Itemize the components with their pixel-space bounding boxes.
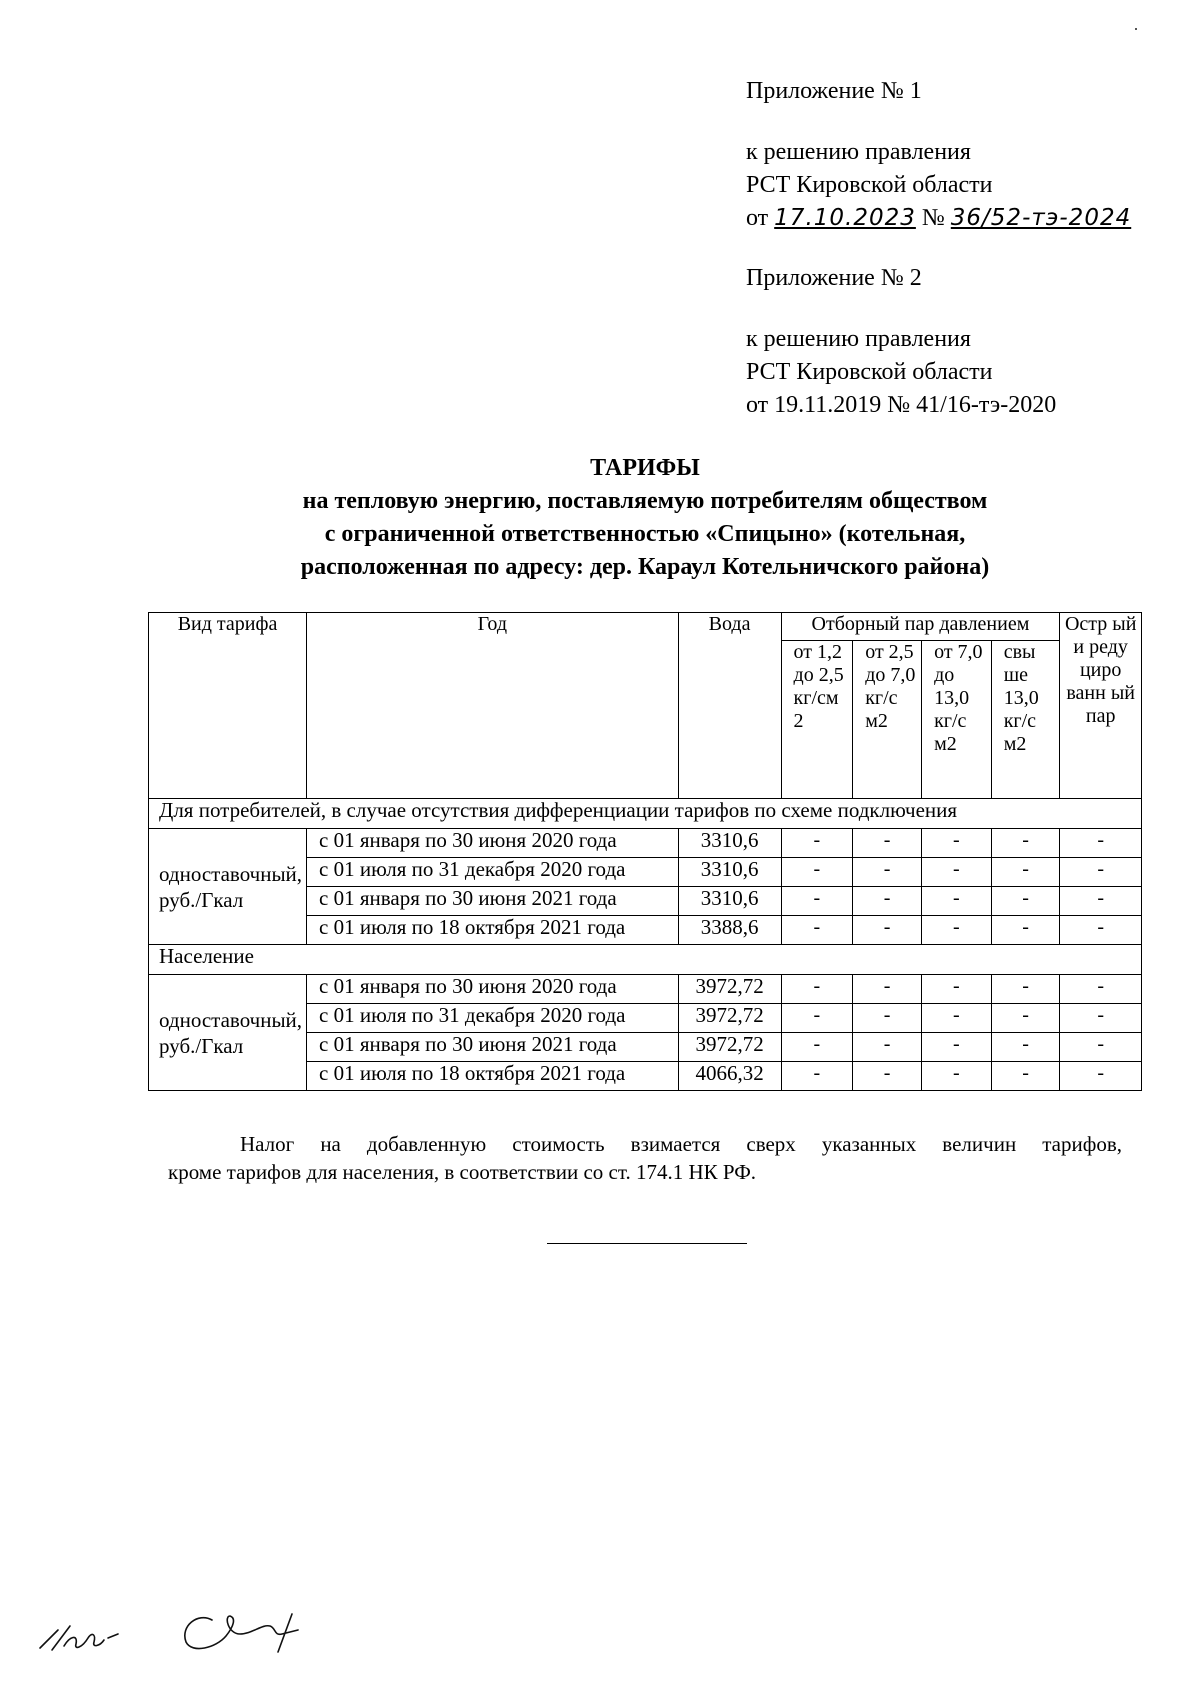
group-row — [149, 945, 1142, 975]
steam-2-cell: - — [853, 858, 922, 887]
header-steam-1: от 1,2 до 2,5 кг/см 2 — [781, 641, 853, 799]
steam-2-cell: - — [853, 1004, 922, 1033]
group-label-2: Население — [149, 945, 1142, 975]
steam-3-cell: - — [922, 829, 992, 858]
steam-4-cell: - — [991, 1062, 1060, 1091]
water-value-cell: 3310,6 — [678, 858, 781, 887]
steam-2-cell: - — [853, 975, 922, 1004]
water-value-cell: 3310,6 — [678, 887, 781, 916]
appendix-1-date-line — [746, 202, 1131, 235]
appendix-2-title: Приложение № 2 — [746, 265, 922, 291]
period-cell: с 01 июля по 18 октября 2021 года — [307, 1062, 679, 1091]
sharp-steam-cell: - — [1060, 975, 1142, 1004]
period-cell: с 01 июля по 31 декабря 2020 года — [307, 858, 679, 887]
steam-1-cell: - — [781, 858, 853, 887]
water-value-cell: 3972,72 — [678, 1033, 781, 1062]
steam-3-cell: - — [922, 1062, 992, 1091]
steam-2-cell: - — [853, 916, 922, 945]
steam-1-cell: - — [781, 887, 853, 916]
header-steam-group: Отборный пар давлением — [781, 613, 1060, 641]
heading-line-2: с ограниченной ответственностью «Спицыно» (котельная, — [324, 521, 966, 547]
sharp-steam-cell: - — [1060, 1004, 1142, 1033]
tariff-kind-2: одноставочный, руб./Гкал — [149, 975, 307, 1091]
header-steam-4: свы ше 13,0 кг/с м2 — [991, 641, 1060, 799]
heading-title: ТАРИФЫ — [590, 455, 700, 481]
table-row — [149, 829, 1142, 858]
steam-4-cell: - — [991, 1004, 1060, 1033]
heading-line-3: расположенная по адресу: дер. Караул Котельничского района) — [300, 554, 990, 580]
tariffs-table — [148, 612, 1142, 1091]
sharp-steam-cell: - — [1060, 1033, 1142, 1062]
steam-3-cell: - — [922, 1004, 992, 1033]
steam-2-cell: - — [853, 829, 922, 858]
steam-1-cell: - — [781, 1062, 853, 1091]
water-value-cell: 3972,72 — [678, 975, 781, 1004]
period-cell: с 01 июля по 31 декабря 2020 года — [307, 1004, 679, 1033]
steam-2-cell: - — [853, 1033, 922, 1062]
appendix-1-block — [746, 75, 1131, 235]
steam-2-cell: - — [853, 1062, 922, 1091]
vat-note — [168, 1130, 1122, 1186]
steam-4-cell: - — [991, 829, 1060, 858]
group-row — [149, 799, 1142, 829]
steam-4-cell: - — [991, 1033, 1060, 1062]
period-cell: с 01 июля по 18 октября 2021 года — [307, 916, 679, 945]
sharp-steam-cell: - — [1060, 858, 1142, 887]
header-year: Год — [307, 613, 679, 799]
period-cell: с 01 января по 30 июня 2021 года — [307, 1033, 679, 1062]
water-value-cell: 3310,6 — [678, 829, 781, 858]
steam-1-cell: - — [781, 1004, 853, 1033]
sharp-steam-cell: - — [1060, 829, 1142, 858]
sharp-steam-cell: - — [1060, 887, 1142, 916]
number-prefix: № — [921, 205, 945, 231]
steam-4-cell: - — [991, 975, 1060, 1004]
steam-4-cell: - — [991, 916, 1060, 945]
appendix-2-line-1: к решению правления — [746, 326, 971, 352]
header-steam-2: от 2,5 до 7,0 кг/с м2 — [853, 641, 922, 799]
header-steam-3: от 7,0 до 13,0 кг/с м2 — [922, 641, 992, 799]
tariff-kind-1: одноставочный, руб./Гкал — [149, 829, 307, 945]
scan-speck — [1135, 28, 1137, 30]
period-cell: с 01 января по 30 июня 2020 года — [307, 829, 679, 858]
steam-1-cell: - — [781, 916, 853, 945]
steam-3-cell: - — [922, 1033, 992, 1062]
handwritten-signature — [30, 1590, 350, 1660]
steam-4-cell: - — [991, 887, 1060, 916]
steam-3-cell: - — [922, 887, 992, 916]
water-value-cell: 3972,72 — [678, 1004, 781, 1033]
vat-note-line-1: Налог на добавленную стоимость взимается сверх указанных величин тарифов, — [240, 1132, 1122, 1156]
steam-1-cell: - — [781, 975, 853, 1004]
sharp-steam-cell: - — [1060, 916, 1142, 945]
water-value-cell: 3388,6 — [678, 916, 781, 945]
heading-line-1: на тепловую энергию, поставляемую потребителям обществом — [302, 488, 988, 514]
header-water: Вода — [678, 613, 781, 799]
steam-1-cell: - — [781, 1033, 853, 1062]
steam-4-cell: - — [991, 858, 1060, 887]
date-prefix: от — [746, 205, 769, 231]
steam-2-cell: - — [853, 887, 922, 916]
steam-3-cell: - — [922, 916, 992, 945]
header-kind: Вид тарифа — [149, 613, 307, 799]
handwritten-number: 36/52-тэ-2024 — [950, 205, 1132, 231]
table-header-row-1 — [149, 613, 1142, 641]
appendix-2-block — [746, 262, 1056, 422]
steam-3-cell: - — [922, 858, 992, 887]
appendix-1-title: Приложение № 1 — [746, 78, 922, 104]
steam-1-cell: - — [781, 829, 853, 858]
closing-rule — [547, 1243, 747, 1244]
water-value-cell: 4066,32 — [678, 1062, 781, 1091]
handwritten-date: 17.10.2023 — [774, 205, 916, 231]
document-heading — [0, 452, 1200, 584]
appendix-2-line-3: от 19.11.2019 № 41/16-тэ-2020 — [746, 392, 1057, 418]
appendix-1-line-2: РСТ Кировской области — [746, 172, 993, 198]
vat-note-line-2: кроме тарифов для населения, в соответствии со ст. 174.1 НК РФ. — [168, 1160, 757, 1184]
header-sharp-steam: Остр ый и реду циро ванн ый пар — [1060, 613, 1142, 799]
appendix-2-line-2: РСТ Кировской области — [746, 359, 993, 385]
table-row — [149, 975, 1142, 1004]
sharp-steam-cell: - — [1060, 1062, 1142, 1091]
period-cell: с 01 января по 30 июня 2020 года — [307, 975, 679, 1004]
steam-3-cell: - — [922, 975, 992, 1004]
appendix-1-line-1: к решению правления — [746, 139, 971, 165]
group-label-1: Для потребителей, в случае отсутствия дифференциации тарифов по схеме подключения — [149, 799, 1142, 829]
period-cell: с 01 января по 30 июня 2021 года — [307, 887, 679, 916]
